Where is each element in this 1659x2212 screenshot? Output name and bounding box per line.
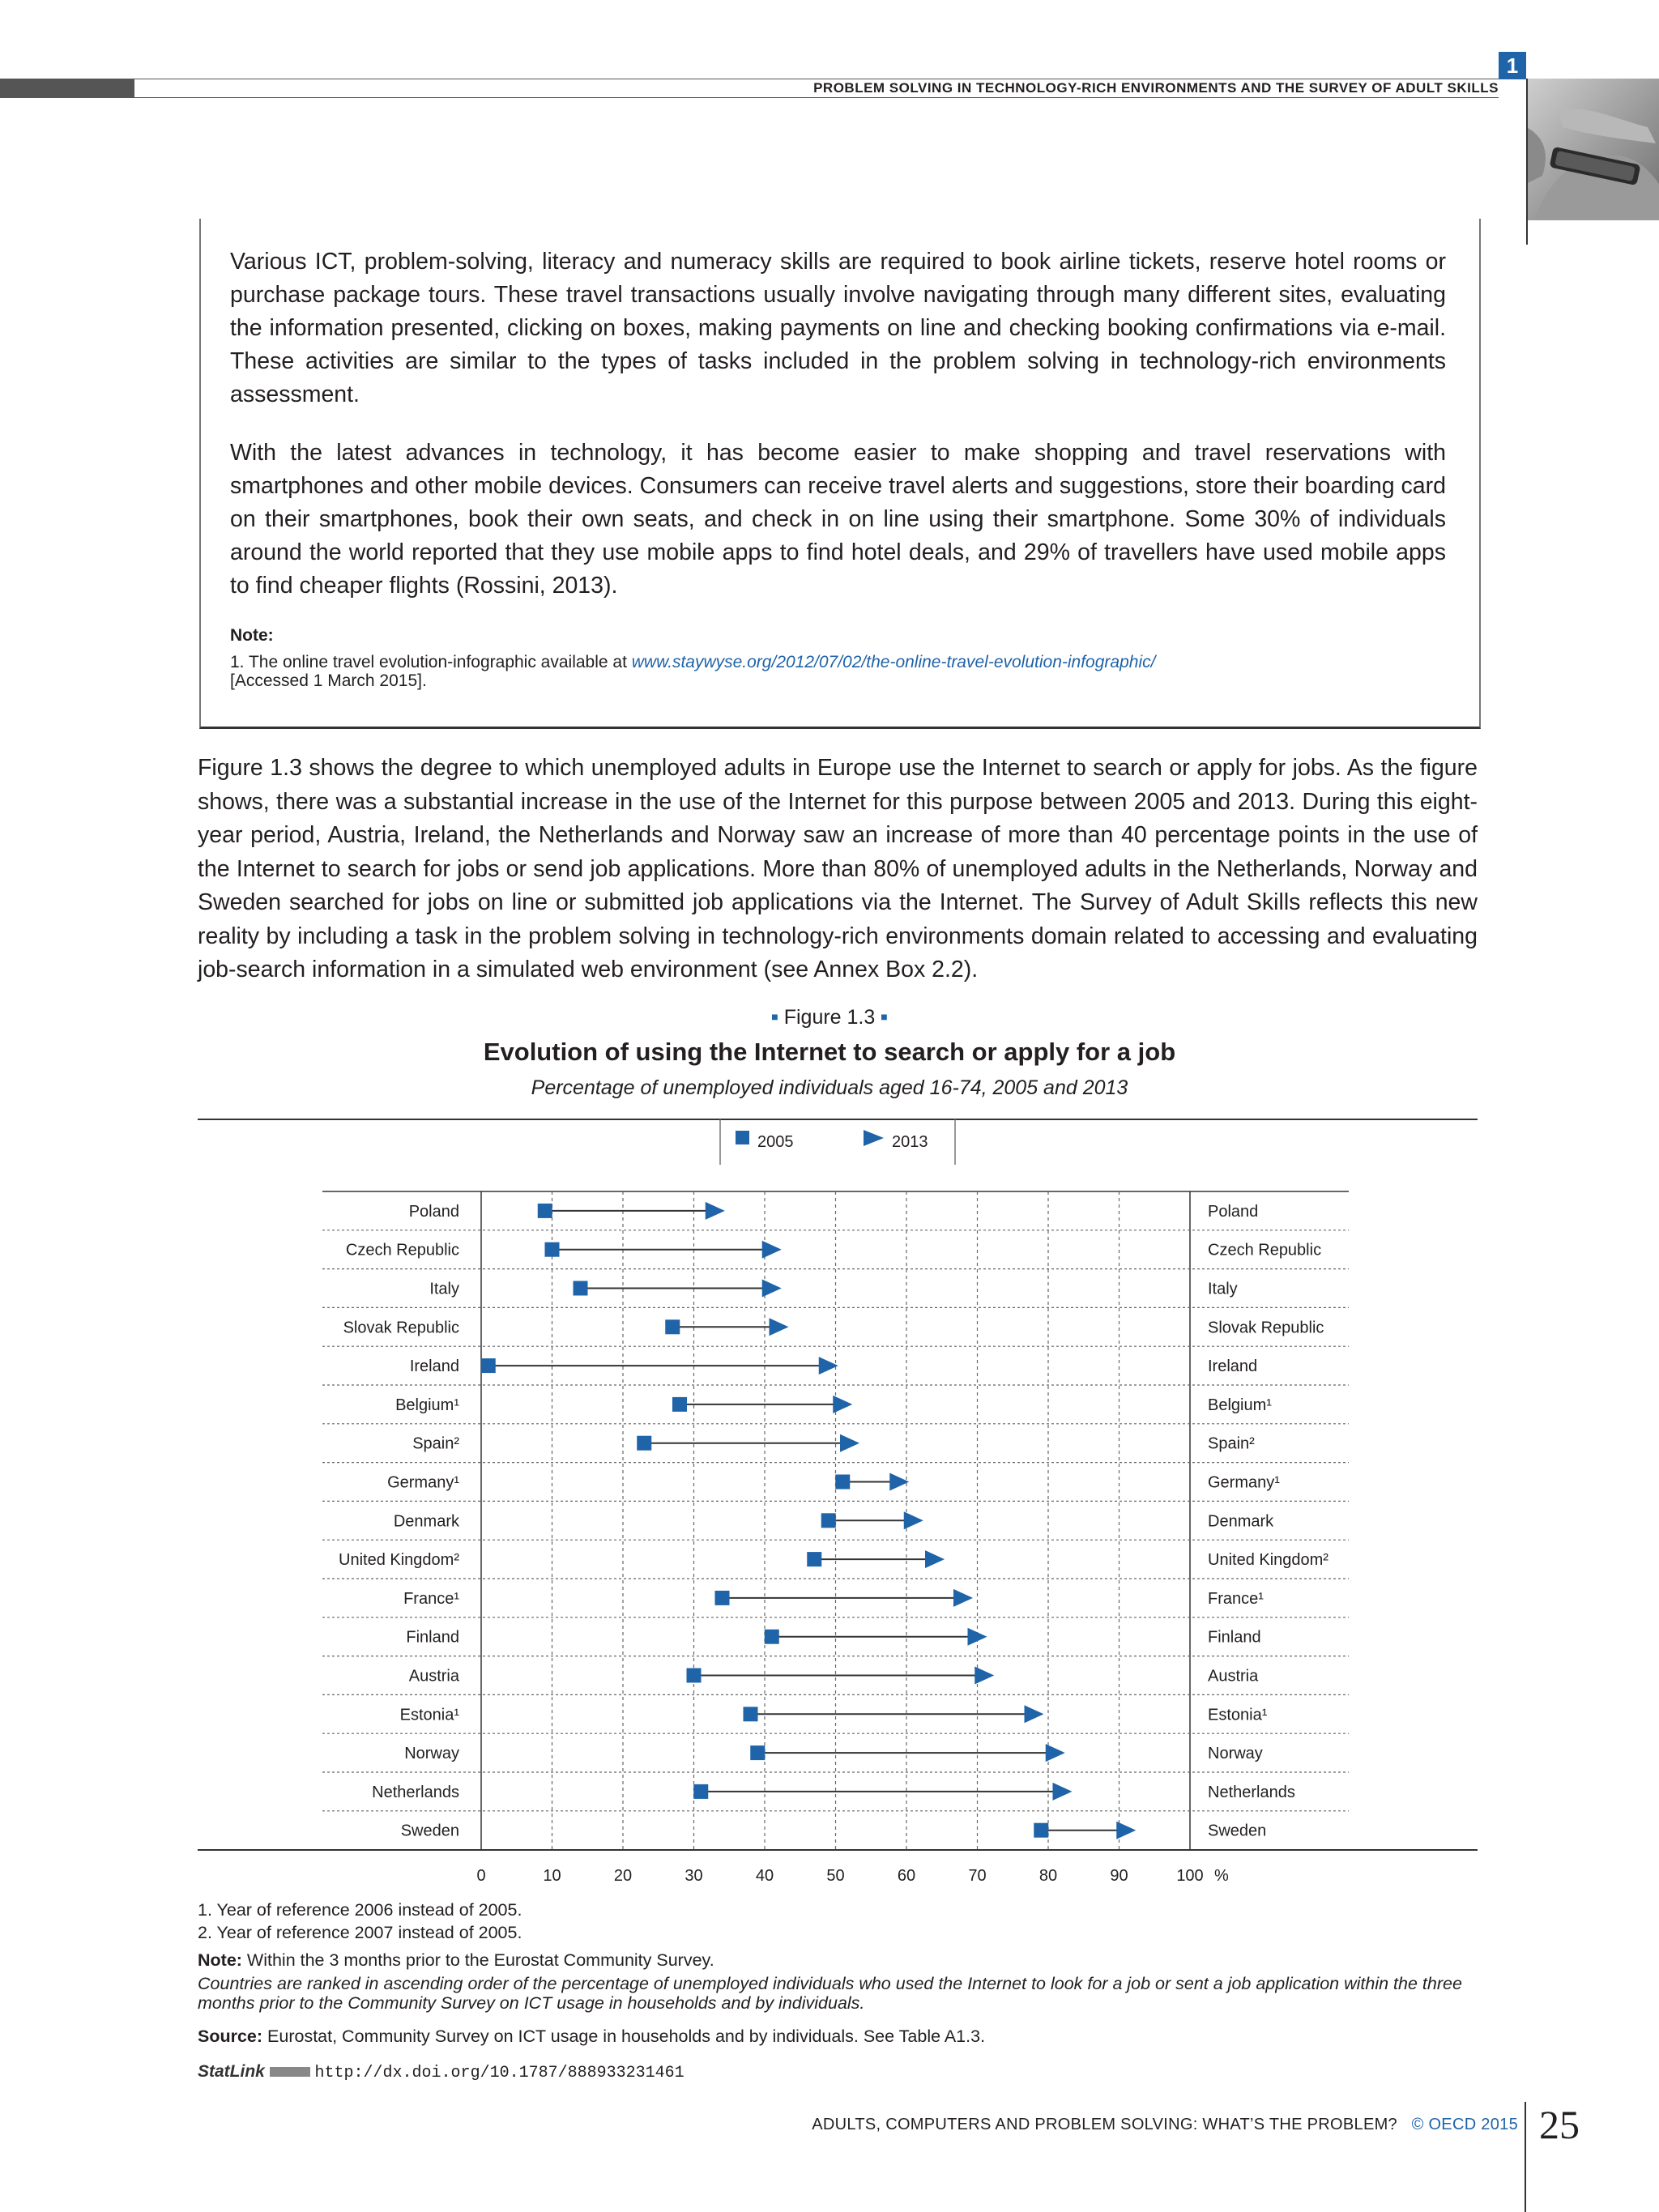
x-tick-label: 90 bbox=[1110, 1867, 1128, 1885]
point-2005 bbox=[687, 1669, 702, 1683]
footnote-1: 1. Year of reference 2006 instead of 2005. bbox=[198, 1900, 522, 1920]
category-label-right: Ireland bbox=[1208, 1357, 1258, 1376]
category-label-left: Poland bbox=[408, 1202, 459, 1221]
point-2013 bbox=[770, 1318, 789, 1336]
box-note-link[interactable]: www.staywyse.org/2012/07/02/the-online-travel-evolution-infographic/ bbox=[631, 653, 1156, 671]
point-2005 bbox=[765, 1630, 779, 1644]
box-note-accessed: [Accessed 1 March 2015]. bbox=[230, 671, 427, 690]
point-2005 bbox=[835, 1475, 850, 1490]
box-paragraph-1: Various ICT, problem-solving, literacy and numeracy skills are required to book airline tickets, reserve hotel rooms or purchase package tours. These travel transactions usually involve navigating through many different sites, evaluating the information presented, clicking on boxes, making payments on line and checking booking confirmations via e-mail. These activities are similar to the types of tasks included in the problem solving in technology-rich environments assessment. bbox=[230, 249, 1446, 407]
point-2013 bbox=[904, 1511, 923, 1529]
legend-2013-label: 2013 bbox=[892, 1133, 928, 1151]
category-label-right: Slovak Republic bbox=[1208, 1319, 1324, 1337]
point-2005 bbox=[538, 1204, 552, 1218]
category-label-left: Slovak Republic bbox=[343, 1319, 459, 1337]
figure-note bbox=[198, 1950, 714, 1970]
figure-title: Evolution of using the Internet to search or apply for a job bbox=[483, 1038, 1176, 1066]
x-tick-label: 50 bbox=[826, 1867, 845, 1885]
page-number: 25 bbox=[1539, 2102, 1580, 2147]
point-2005 bbox=[744, 1707, 758, 1721]
point-2005 bbox=[574, 1281, 588, 1296]
category-label-left: Italy bbox=[429, 1280, 459, 1298]
category-label-left: Ireland bbox=[409, 1357, 459, 1376]
box-paragraph-2: With the latest advances in technology, it has become easier to make shopping and travel reservations with smartphones and other mobile devices. Consumers can receive travel alerts and suggestions, store their boarding card on their smartphones, book their own seats, and check in on line using their smartphone. Some 30% of individuals around the world reported that they use mobile apps to find hotel deals, and 29% of travellers have used mobile apps to find cheaper flights (Rossini, 2013). bbox=[230, 440, 1446, 599]
point-2013 bbox=[762, 1280, 782, 1298]
point-2013 bbox=[968, 1628, 987, 1646]
category-label-right: United Kingdom² bbox=[1208, 1551, 1328, 1570]
header-vertical-rule bbox=[1526, 79, 1528, 245]
category-label-left: Belgium¹ bbox=[395, 1396, 459, 1414]
chart-legend bbox=[736, 1130, 928, 1151]
point-2005 bbox=[821, 1513, 836, 1528]
point-2013 bbox=[1053, 1783, 1073, 1801]
x-tick-label: 30 bbox=[684, 1867, 703, 1885]
category-label-right: Czech Republic bbox=[1208, 1241, 1322, 1259]
category-label-right: Spain² bbox=[1208, 1434, 1255, 1453]
point-2005 bbox=[715, 1591, 730, 1605]
category-label-right: Germany¹ bbox=[1208, 1473, 1280, 1492]
dumbbell-chart bbox=[0, 1102, 1659, 1887]
chapter-number-badge: 1 bbox=[1499, 52, 1526, 79]
x-tick-label: 0 bbox=[476, 1867, 486, 1885]
category-label-right: Belgium¹ bbox=[1208, 1396, 1272, 1414]
x-tick-label: 100 bbox=[1176, 1867, 1204, 1885]
source-text: Eurostat, Community Survey on ICT usage in households and by individuals. See Table A1.3. bbox=[262, 2027, 986, 2046]
point-2005 bbox=[1034, 1823, 1048, 1838]
point-2013 bbox=[889, 1473, 909, 1491]
statlink bbox=[198, 2062, 684, 2082]
point-2005 bbox=[545, 1242, 560, 1257]
footer-text bbox=[812, 2116, 1518, 2134]
x-tick-label: 40 bbox=[755, 1867, 774, 1885]
body-paragraph: Figure 1.3 shows the degree to which unemployed adults in Europe use the Internet to search or apply for jobs. As the figure shows, there was a substantial increase in the use of the Internet for this purpose between 2005 and 2013. During this eight-year period, Austria, Ireland, the Netherlands and Norway saw an increase of more than 40 percentage points in the use of the Internet to search for jobs or send job applications. More than 80% of unemployed adults in the Netherlands, Norway and Sweden searched for jobs on line or submitted job applications via the Internet. The Survey of Adult Skills reflects this new reality by including a task in the problem solving in technology-rich environments domain related to accessing and evaluating job-search information in a simulated web environment (see Annex Box 2.2). bbox=[198, 755, 1478, 982]
category-label-right: Finland bbox=[1208, 1628, 1261, 1647]
figure-label-square-icon: ■ bbox=[771, 1010, 778, 1023]
category-label-right: Norway bbox=[1208, 1745, 1263, 1763]
point-2005 bbox=[807, 1552, 821, 1566]
box-note-prefix: 1. The online travel evolution-infographic available at bbox=[230, 653, 632, 671]
statlink-logo-icon bbox=[270, 2067, 310, 2077]
point-2013 bbox=[1046, 1744, 1065, 1762]
category-label-right: Estonia¹ bbox=[1208, 1706, 1268, 1724]
header-accent-bar bbox=[0, 79, 134, 98]
footer-copyright: © OECD 2015 bbox=[1411, 2116, 1518, 2133]
x-tick-label: 80 bbox=[1038, 1867, 1058, 1885]
category-label-right: France¹ bbox=[1208, 1589, 1264, 1608]
category-label-left: Norway bbox=[404, 1745, 459, 1763]
point-2013 bbox=[953, 1589, 973, 1607]
legend-2005-label: 2005 bbox=[757, 1133, 794, 1151]
x-tick-label: 20 bbox=[613, 1867, 633, 1885]
category-label-right: Poland bbox=[1208, 1202, 1259, 1221]
ranking-note: Countries are ranked in ascending order of the percentage of unemployed individuals who used the Internet to look for a job or sent a job application within the three months prior to the Community Survey on ICT usage in households and by individuals. bbox=[198, 1974, 1462, 2013]
x-axis-unit-label: % bbox=[1214, 1867, 1229, 1885]
point-2013 bbox=[819, 1357, 838, 1375]
category-label-left: Germany¹ bbox=[387, 1473, 459, 1492]
figure-label bbox=[0, 1006, 1659, 1029]
footnote-2: 2. Year of reference 2007 instead of 2005. bbox=[198, 1923, 522, 1942]
point-2013 bbox=[975, 1667, 994, 1685]
category-label-left: Finland bbox=[406, 1628, 459, 1647]
figure-label-square-icon: ■ bbox=[881, 1010, 888, 1023]
figure-subtitle: Percentage of unemployed individuals aged 16-74, 2005 and 2013 bbox=[531, 1076, 1128, 1099]
legend-2005-square-icon bbox=[736, 1131, 749, 1144]
running-title: PROBLEM SOLVING IN TECHNOLOGY-RICH ENVIRONMENTS AND THE SURVEY OF ADULT SKILLS bbox=[813, 80, 1499, 96]
source-label: Source: bbox=[198, 2027, 263, 2046]
point-2013 bbox=[925, 1550, 945, 1568]
category-label-left: Estonia¹ bbox=[399, 1706, 459, 1724]
point-2013 bbox=[706, 1202, 725, 1220]
figure-note-text: Within the 3 months prior to the Eurostat Community Survey. bbox=[241, 1950, 714, 1970]
category-label-left: United Kingdom² bbox=[339, 1551, 459, 1570]
point-2005 bbox=[672, 1397, 687, 1412]
category-label-left: Sweden bbox=[400, 1822, 459, 1840]
point-2005 bbox=[750, 1745, 765, 1760]
figure-label-text: Figure 1.3 bbox=[783, 1006, 876, 1029]
point-2005 bbox=[693, 1784, 708, 1799]
category-label-right: Austria bbox=[1208, 1667, 1259, 1686]
point-2005 bbox=[481, 1358, 496, 1373]
hands-smartphone-photo bbox=[1526, 79, 1659, 220]
x-tick-label: 70 bbox=[968, 1867, 987, 1885]
x-tick-label: 10 bbox=[543, 1867, 561, 1885]
category-label-right: Denmark bbox=[1208, 1512, 1274, 1531]
category-label-right: Netherlands bbox=[1208, 1783, 1295, 1801]
source-note bbox=[198, 2027, 985, 2046]
figure-note-label: Note: bbox=[198, 1950, 242, 1970]
point-2005 bbox=[665, 1319, 680, 1334]
point-2013 bbox=[1025, 1705, 1044, 1723]
category-label-left: Netherlands bbox=[372, 1783, 459, 1801]
legend-2013-triangle-icon bbox=[864, 1130, 884, 1146]
category-label-left: Denmark bbox=[393, 1512, 459, 1531]
footer-vertical-rule bbox=[1525, 2102, 1526, 2212]
category-label-left: France¹ bbox=[403, 1589, 459, 1608]
category-label-right: Italy bbox=[1208, 1280, 1238, 1298]
point-2005 bbox=[637, 1436, 651, 1451]
category-label-left: Austria bbox=[408, 1667, 459, 1686]
point-2013 bbox=[762, 1241, 782, 1259]
statlink-url[interactable]: http://dx.doi.org/10.1787/888933231461 bbox=[314, 2064, 684, 2082]
point-2013 bbox=[833, 1396, 852, 1413]
box-note-title: Note: bbox=[230, 626, 274, 645]
statlink-label: StatLink bbox=[198, 2062, 265, 2081]
box-note bbox=[230, 653, 1445, 690]
footer-book-title: ADULTS, COMPUTERS AND PROBLEM SOLVING: WHAT’S THE PROBLEM? bbox=[812, 2116, 1397, 2133]
header-rule-bottom bbox=[134, 97, 1499, 98]
point-2013 bbox=[1116, 1822, 1136, 1839]
point-2013 bbox=[840, 1434, 859, 1452]
x-tick-label: 60 bbox=[897, 1867, 916, 1885]
category-label-right: Sweden bbox=[1208, 1822, 1267, 1840]
category-label-left: Spain² bbox=[412, 1434, 459, 1453]
category-label-left: Czech Republic bbox=[345, 1241, 459, 1259]
